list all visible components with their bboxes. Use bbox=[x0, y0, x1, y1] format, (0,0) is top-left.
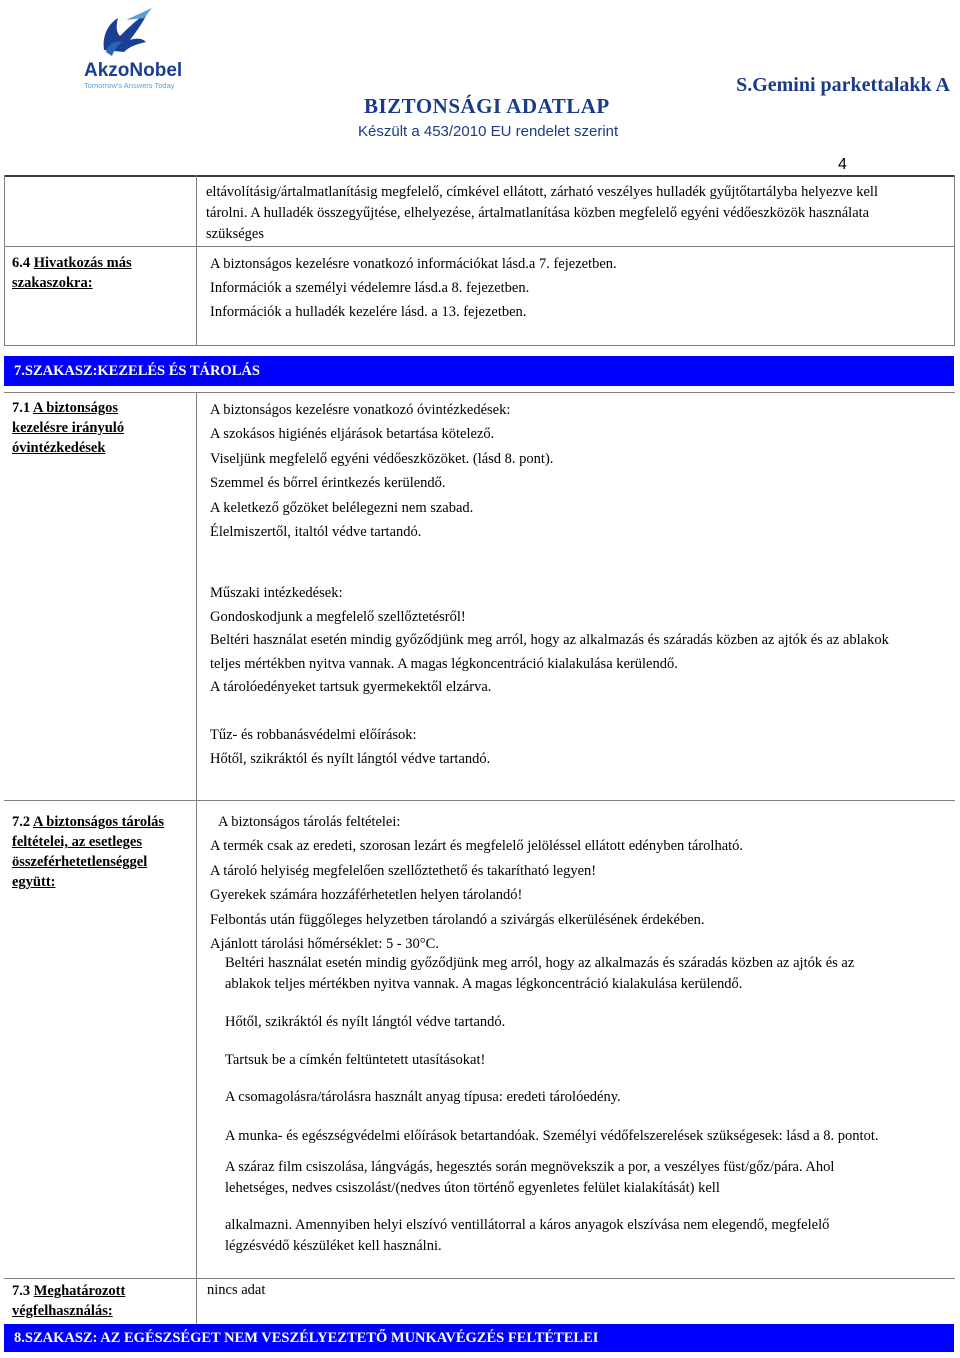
label-text: A biztonságos tárolás bbox=[32, 814, 165, 830]
text-line: tárolni. A hulladék összegyűjtése, elhelyezése, ártalmatlanítása közben megfelelő egyéni védőeszközök használata bbox=[206, 205, 870, 221]
section-7-3-label bbox=[12, 1281, 196, 1321]
section-7-2-block3 bbox=[225, 1157, 834, 1199]
table-left-border bbox=[4, 175, 5, 345]
row-divider bbox=[4, 1278, 955, 1279]
label-number: 7.2 bbox=[12, 814, 31, 830]
text-line: Információk a személyi védelemre lásd.a 8. fejezetben. bbox=[210, 280, 530, 296]
section-7-2-block1 bbox=[210, 810, 743, 956]
text-line: Beltéri használat esetén mindig győződjünk meg arról, hogy az alkalmazás és száradás közben az ajtók és az ablakok bbox=[210, 632, 889, 649]
text-line: Hőtől, szikráktól és nyílt lángtól védve tartandó. bbox=[210, 751, 491, 767]
section-7-header: 7.SZAKASZ:KEZELÉS ÉS TÁROLÁS bbox=[4, 356, 954, 386]
akzonobel-logo-graphic bbox=[56, 6, 186, 98]
column-divider bbox=[196, 800, 197, 1278]
akzonobel-logo bbox=[56, 6, 186, 98]
text-line: A tároló helyiség megfelelően szellőztethető és takarítható legyen! bbox=[210, 862, 597, 879]
text-line: szükséges bbox=[206, 226, 264, 242]
text-line: Tartsuk be a címkén feltüntetett utasításokat! bbox=[225, 1052, 486, 1068]
section-7-2-label bbox=[12, 812, 196, 892]
label-text: végfelhasználás: bbox=[12, 1303, 113, 1319]
row-divider bbox=[4, 345, 955, 346]
text-line: lehetséges, nedves csiszolást/(nedves úton történő egyenletes felület kialakítását) kell bbox=[225, 1180, 720, 1196]
label-number: 7.3 bbox=[12, 1283, 31, 1299]
text-line: A munka- és egészségvédelmi előírások betartandóak. Személyi védőfelszerelések szükségesek: lásd a 8. pontot. bbox=[225, 1128, 879, 1144]
text-line: A száraz film csiszolása, lángvágás, hegesztés során megnövekszik a por, a veszélyes füst/gőz/pára. Ahol bbox=[225, 1159, 835, 1175]
text-line: Beltéri használat esetén mindig győződjünk meg arról, hogy az alkalmazás és száradás közben az ajtók és az bbox=[225, 955, 855, 971]
row-divider bbox=[4, 246, 196, 247]
text-line: A biztonságos kezelésre vonatkozó információkat lásd.a 7. fejezetben. bbox=[210, 256, 617, 272]
text-line: légzésvédő készüléket kell használni. bbox=[225, 1238, 442, 1254]
table-top-border bbox=[4, 175, 955, 177]
section-7-2-block2 bbox=[225, 953, 854, 995]
row-divider bbox=[4, 392, 955, 393]
label-text: A biztonságos bbox=[32, 400, 118, 416]
section-7-1-block3 bbox=[210, 723, 490, 771]
text-line: Hőtől, szikráktól és nyílt lángtól védve tartandó. bbox=[225, 1014, 506, 1030]
column-divider bbox=[196, 392, 197, 800]
text-line: Információk a hulladék kezelére lásd. a 13. fejezetben. bbox=[210, 304, 527, 320]
section6-continuation bbox=[206, 182, 878, 245]
text-line: teljes mértékben nyitva vannak. A magas légkoncentráció kialakulása kerülendő. bbox=[210, 655, 678, 672]
section-6-4-label bbox=[12, 253, 192, 293]
text-line: Tűz- és robbanásvédelmi előírások: bbox=[210, 727, 417, 743]
label-text: összeférhetetlenséggel bbox=[12, 854, 148, 870]
page-number: 4 bbox=[838, 156, 847, 173]
text-line: Viseljünk megfelelő egyéni védőeszközöket. (lásd 8. pont). bbox=[210, 450, 554, 467]
text-line: Szemmel és bőrrel érintkezés kerülendő. bbox=[210, 475, 446, 492]
column-divider bbox=[196, 175, 197, 345]
text-line: A biztonságos tárolás feltételei: bbox=[218, 814, 401, 830]
logo-tagline: Tomorrow's Answers Today bbox=[84, 81, 175, 90]
label-text: feltételei, az esetleges bbox=[12, 834, 143, 850]
section-7-1-label bbox=[12, 398, 192, 458]
label-number: 7.1 bbox=[12, 400, 31, 416]
row-divider bbox=[196, 246, 955, 247]
section-7-2-block4 bbox=[225, 1215, 829, 1257]
logo-wordmark: AkzoNobel bbox=[84, 60, 183, 81]
column-divider bbox=[196, 1278, 197, 1324]
section-6-4-content bbox=[210, 252, 617, 324]
label-number: 6.4 bbox=[12, 255, 31, 271]
section-7-3-value: nincs adat bbox=[207, 1282, 266, 1298]
text-line: A szokásos higiénés eljárások betartása kötelező. bbox=[210, 426, 495, 443]
text-line: alkalmazni. Amennyiben helyi elszívó ventillátorral a káros anyagok elszívása nem elegendő, megfelelő bbox=[225, 1217, 830, 1233]
text-line: Gondoskodjunk a megfelelő szellőztetésről! bbox=[210, 608, 466, 625]
text-line: A csomagolásra/tárolásra használt anyag típusa: eredeti tárolóedény. bbox=[225, 1089, 621, 1105]
row-divider bbox=[4, 800, 955, 801]
label-text: Meghatározott bbox=[33, 1283, 126, 1299]
text-line: eltávolításig/ártalmatlanításig megfelelő, címkével ellátott, zárható veszélyes hulladék gyűjtőtartályba helyezve kell bbox=[206, 184, 878, 200]
text-line: A biztonságos kezelésre vonatkozó óvintézkedések: bbox=[210, 402, 511, 418]
text-line: Ajánlott tárolási hőmérséklet: 5 - 30°C. bbox=[210, 936, 439, 953]
label-text: szakaszokra: bbox=[12, 275, 93, 291]
text-line: ablakok teljes mértékben nyitva vannak. A magas légkoncentráció kialakulása kerülendő. bbox=[225, 976, 743, 992]
text-line: A keletkező gőzöket belélegezni nem szabad. bbox=[210, 499, 474, 516]
table-right-border bbox=[954, 175, 955, 345]
product-name: S.Gemini parkettalakk A bbox=[736, 74, 950, 96]
section-8-header: 8.SZAKASZ: AZ EGÉSZSÉGET NEM VESZÉLYEZTETŐ MUNKAVÉGZÉS FELTÉTELEI bbox=[4, 1324, 954, 1352]
text-line: Műszaki intézkedések: bbox=[210, 585, 343, 601]
text-line: A termék csak az eredeti, szorosan lezárt és megfelelő jelöléssel ellátott edényben tárolható. bbox=[210, 838, 744, 855]
text-line: Gyerekek számára hozzáférhetetlen helyen tárolandó! bbox=[210, 887, 523, 904]
label-text: együtt: bbox=[12, 874, 56, 890]
label-text: Hivatkozás más bbox=[33, 255, 132, 271]
document-subtitle: Készült a 453/2010 EU rendelet szerint bbox=[358, 123, 619, 140]
text-line: A tárolóedényeket tartsuk gyermekektől elzárva. bbox=[210, 679, 492, 696]
label-text: óvintézkedések bbox=[12, 440, 106, 456]
document-title: BIZTONSÁGI ADATLAP bbox=[364, 94, 610, 118]
section-7-1-block1 bbox=[210, 398, 553, 544]
text-line: Élelmiszertől, italtól védve tartandó. bbox=[210, 524, 422, 541]
label-text: kezelésre irányuló bbox=[12, 420, 125, 436]
text-line: Felbontás után függőleges helyzetben tárolandó a szivárgás elkerülésének érdekében. bbox=[210, 911, 705, 928]
section-7-1-block2 bbox=[210, 582, 889, 700]
